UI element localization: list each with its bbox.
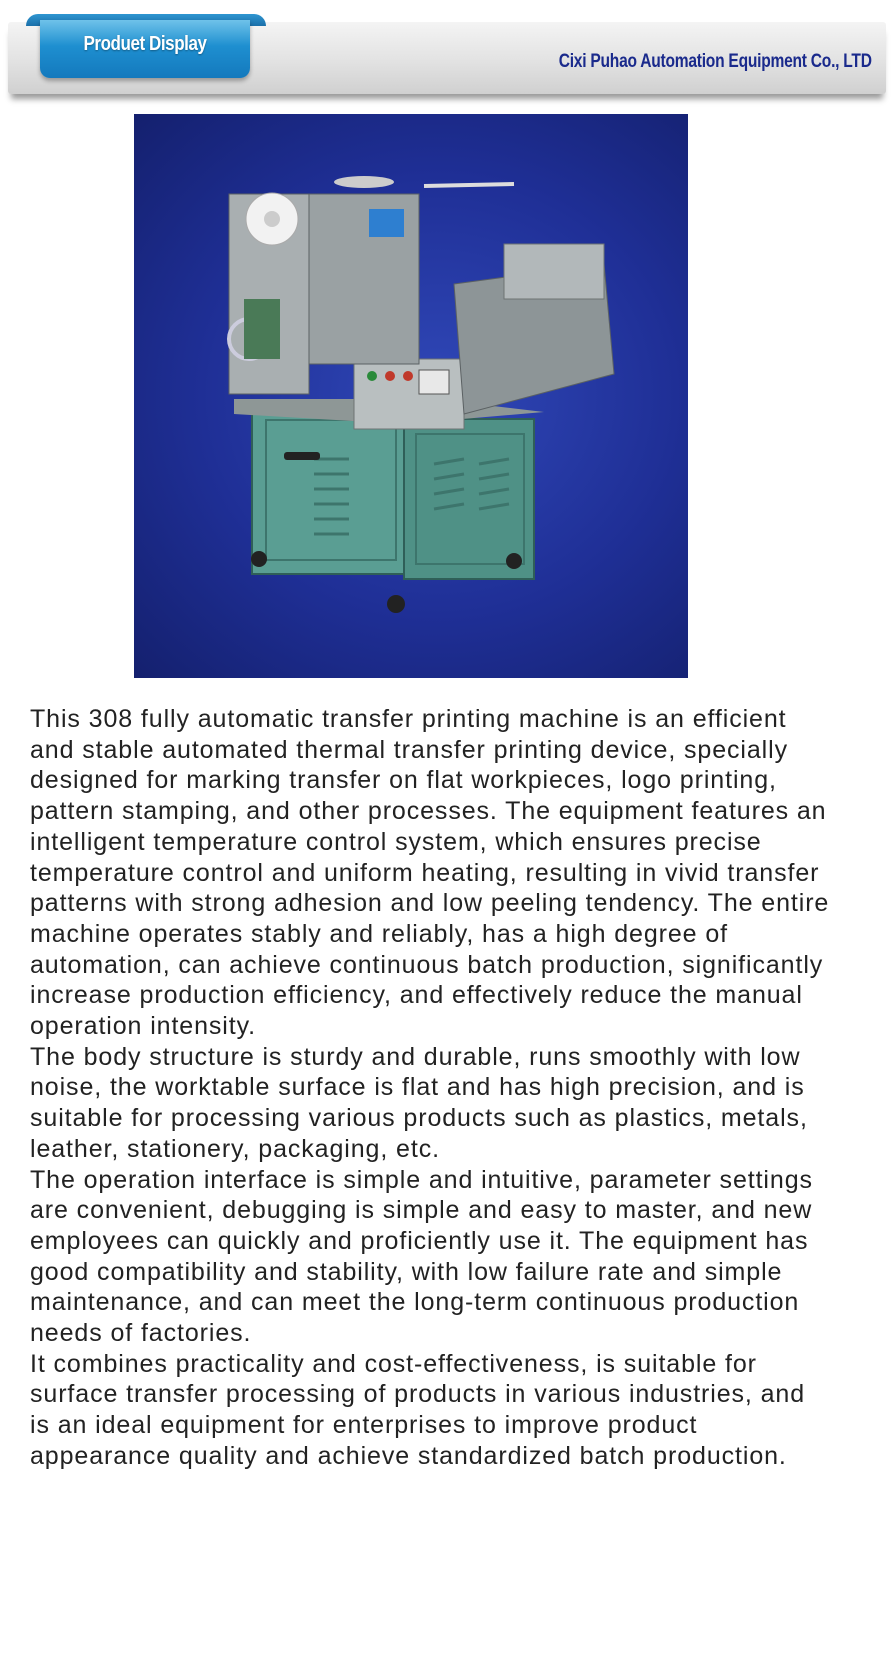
product-image <box>134 114 688 678</box>
product-description <box>30 704 830 1472</box>
section-title: Produet Display <box>83 33 207 55</box>
company-name: Cixi Puhao Automation Equipment Co., LTD <box>559 51 872 72</box>
description-paragraph: The operation interface is simple and intuitive, parameter settings are convenient, debugging is simple and easy to master, and new employees can quickly and proficiently use it. The equipment has good compatibility and stability, with low failure rate and simple maintenance, and can meet the long-term continuous production needs of factories. <box>30 1165 813 1348</box>
section-ribbon <box>40 20 250 78</box>
description-paragraph: The body structure is sturdy and durable, runs smoothly with low noise, the worktable surface is flat and has high precision, and is suitable for processing various products such as plastics, metals, leather, stationery, packaging, etc. <box>30 1042 808 1163</box>
description-paragraph: This 308 fully automatic transfer printing machine is an efficient and stable automated thermal transfer printing device, specially designed for marking transfer on flat workpieces, logo printing, pattern stamping, and other processes. The equipment features an intelligent temperature control system, which ensures precise temperature control and uniform heating, resulting in vivid transfer patterns with strong adhesion and low peeling tendency. The entire machine operates stably and reliably, has a high degree of automation, can achieve continuous batch production, significantly increase production efficiency, and effectively reduce the manual operation intensity. <box>30 705 830 1041</box>
machine-illustration <box>134 114 688 678</box>
description-paragraph: It combines practicality and cost-effectiveness, is suitable for surface transfer processing of products in various industries, and is an ideal equipment for enterprises to improve product appearance quality and achieve standardized batch production. <box>30 1349 806 1470</box>
